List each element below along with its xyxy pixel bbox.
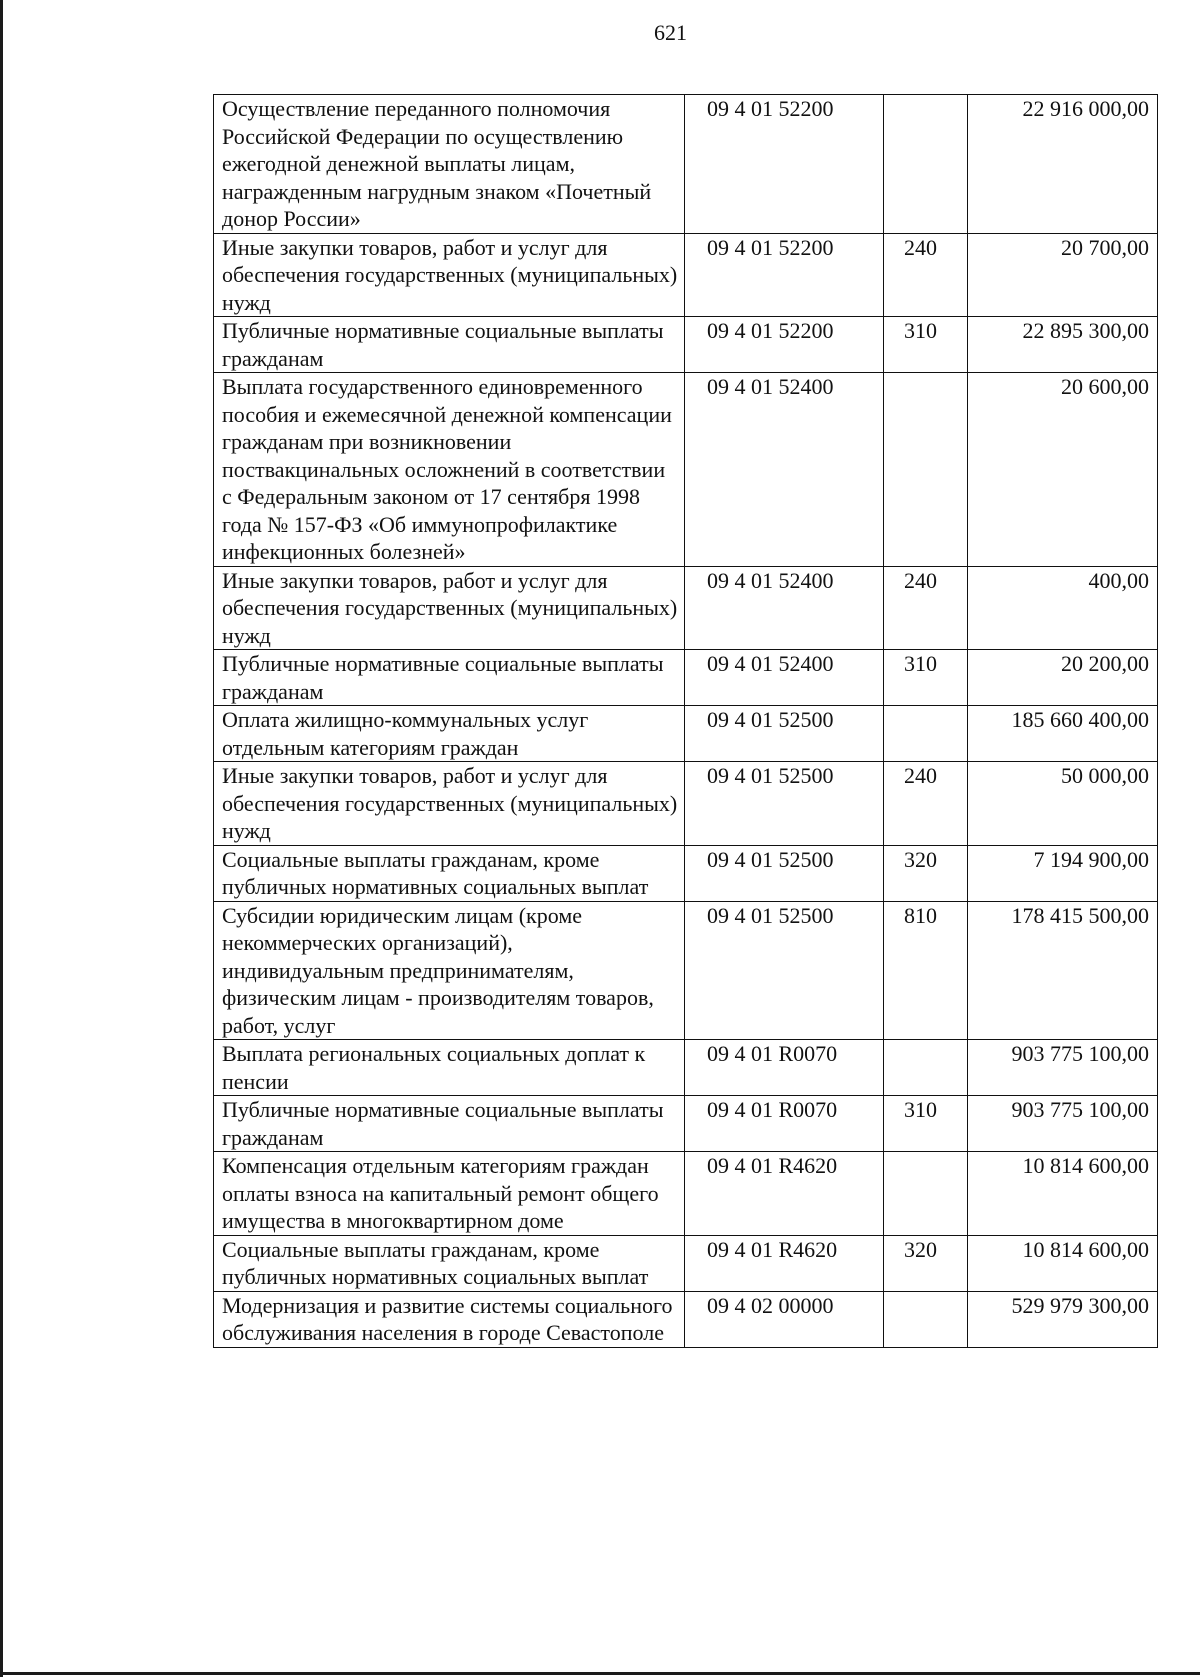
page-number: 621 — [654, 20, 687, 45]
row-code-cell: 09 4 01 52200 — [685, 233, 884, 317]
row-amount-cell: 50 000,00 — [968, 762, 1158, 846]
table-row — [214, 1291, 1158, 1347]
row-name-cell: Публичные нормативные социальные выплаты гражданам — [214, 1096, 685, 1152]
table-row — [214, 1235, 1158, 1291]
row-name-cell: Публичные нормативные социальные выплаты гражданам — [214, 650, 685, 706]
row-type-cell — [884, 1291, 968, 1347]
row-type-cell — [884, 95, 968, 234]
row-type-cell: 310 — [884, 650, 968, 706]
table-row — [214, 845, 1158, 901]
row-code-cell: 09 4 02 00000 — [685, 1291, 884, 1347]
row-type-cell: 810 — [884, 901, 968, 1040]
row-code-cell: 09 4 01 52400 — [685, 373, 884, 567]
row-amount-cell: 20 600,00 — [968, 373, 1158, 567]
row-name-cell: Иные закупки товаров, работ и услуг для обеспечения государственных (муниципальных) нужд — [214, 233, 685, 317]
table-row — [214, 1096, 1158, 1152]
row-code-cell: 09 4 01 R4620 — [685, 1152, 884, 1236]
table-row — [214, 706, 1158, 762]
row-code-cell: 09 4 01 R0070 — [685, 1040, 884, 1096]
row-code-cell: 09 4 01 52200 — [685, 317, 884, 373]
row-type-cell: 310 — [884, 1096, 968, 1152]
row-name-cell: Социальные выплаты гражданам, кроме публичных нормативных социальных выплат — [214, 1235, 685, 1291]
row-type-cell: 320 — [884, 1235, 968, 1291]
row-type-cell — [884, 706, 968, 762]
budget-table — [213, 94, 1158, 1348]
table-row — [214, 901, 1158, 1040]
row-amount-cell: 10 814 600,00 — [968, 1235, 1158, 1291]
row-code-cell: 09 4 01 52500 — [685, 762, 884, 846]
row-type-cell: 240 — [884, 762, 968, 846]
table-row — [214, 317, 1158, 373]
row-amount-cell: 178 415 500,00 — [968, 901, 1158, 1040]
row-code-cell: 09 4 01 52200 — [685, 95, 884, 234]
row-amount-cell: 903 775 100,00 — [968, 1096, 1158, 1152]
row-code-cell: 09 4 01 52400 — [685, 566, 884, 650]
row-code-cell: 09 4 01 52500 — [685, 845, 884, 901]
row-type-cell: 320 — [884, 845, 968, 901]
table-row — [214, 566, 1158, 650]
row-amount-cell: 400,00 — [968, 566, 1158, 650]
row-name-cell: Модернизация и развитие системы социального обслуживания населения в городе Севастополе — [214, 1291, 685, 1347]
row-amount-cell: 185 660 400,00 — [968, 706, 1158, 762]
row-name-cell: Выплата государственного единовременного пособия и ежемесячной денежной компенсации гражданам при возникновении поствакцинальных осложнений в соответствии с Федеральным законом от 17 сентября 1998 года № 157-ФЗ «Об иммунопрофилактике инфекционных болезней» — [214, 373, 685, 567]
table-row — [214, 762, 1158, 846]
row-amount-cell: 903 775 100,00 — [968, 1040, 1158, 1096]
row-code-cell: 09 4 01 52500 — [685, 706, 884, 762]
table-row — [214, 1152, 1158, 1236]
row-code-cell: 09 4 01 52400 — [685, 650, 884, 706]
scan-left-border — [0, 0, 3, 1677]
table-row — [214, 373, 1158, 567]
row-type-cell — [884, 1152, 968, 1236]
row-amount-cell: 529 979 300,00 — [968, 1291, 1158, 1347]
row-name-cell: Иные закупки товаров, работ и услуг для обеспечения государственных (муниципальных) нужд — [214, 566, 685, 650]
row-type-cell — [884, 373, 968, 567]
row-amount-cell: 20 700,00 — [968, 233, 1158, 317]
row-type-cell: 310 — [884, 317, 968, 373]
row-amount-cell: 22 916 000,00 — [968, 95, 1158, 234]
row-type-cell: 240 — [884, 566, 968, 650]
row-amount-cell: 10 814 600,00 — [968, 1152, 1158, 1236]
row-name-cell: Осуществление переданного полномочия Российской Федерации по осуществлению ежегодной денежной выплаты лицам, награжденным нагрудным знаком «Почетный донор России» — [214, 95, 685, 234]
table-row — [214, 233, 1158, 317]
row-code-cell: 09 4 01 R0070 — [685, 1096, 884, 1152]
row-name-cell: Оплата жилищно-коммунальных услуг отдельным категориям граждан — [214, 706, 685, 762]
row-type-cell: 240 — [884, 233, 968, 317]
row-code-cell: 09 4 01 R4620 — [685, 1235, 884, 1291]
row-code-cell: 09 4 01 52500 — [685, 901, 884, 1040]
table-row — [214, 650, 1158, 706]
row-name-cell: Социальные выплаты гражданам, кроме публичных нормативных социальных выплат — [214, 845, 685, 901]
row-amount-cell: 22 895 300,00 — [968, 317, 1158, 373]
table-row — [214, 95, 1158, 234]
row-name-cell: Выплата региональных социальных доплат к пенсии — [214, 1040, 685, 1096]
row-name-cell: Субсидии юридическим лицам (кроме некоммерческих организаций), индивидуальным предпринимателям, физическим лицам - производителям товаров, работ, услуг — [214, 901, 685, 1040]
table-row — [214, 1040, 1158, 1096]
row-amount-cell: 20 200,00 — [968, 650, 1158, 706]
scan-bottom-border — [0, 1672, 1200, 1675]
row-name-cell: Публичные нормативные социальные выплаты гражданам — [214, 317, 685, 373]
row-type-cell — [884, 1040, 968, 1096]
row-name-cell: Компенсация отдельным категориям граждан оплаты взноса на капитальный ремонт общего имущества в многоквартирном доме — [214, 1152, 685, 1236]
row-name-cell: Иные закупки товаров, работ и услуг для обеспечения государственных (муниципальных) нужд — [214, 762, 685, 846]
row-amount-cell: 7 194 900,00 — [968, 845, 1158, 901]
